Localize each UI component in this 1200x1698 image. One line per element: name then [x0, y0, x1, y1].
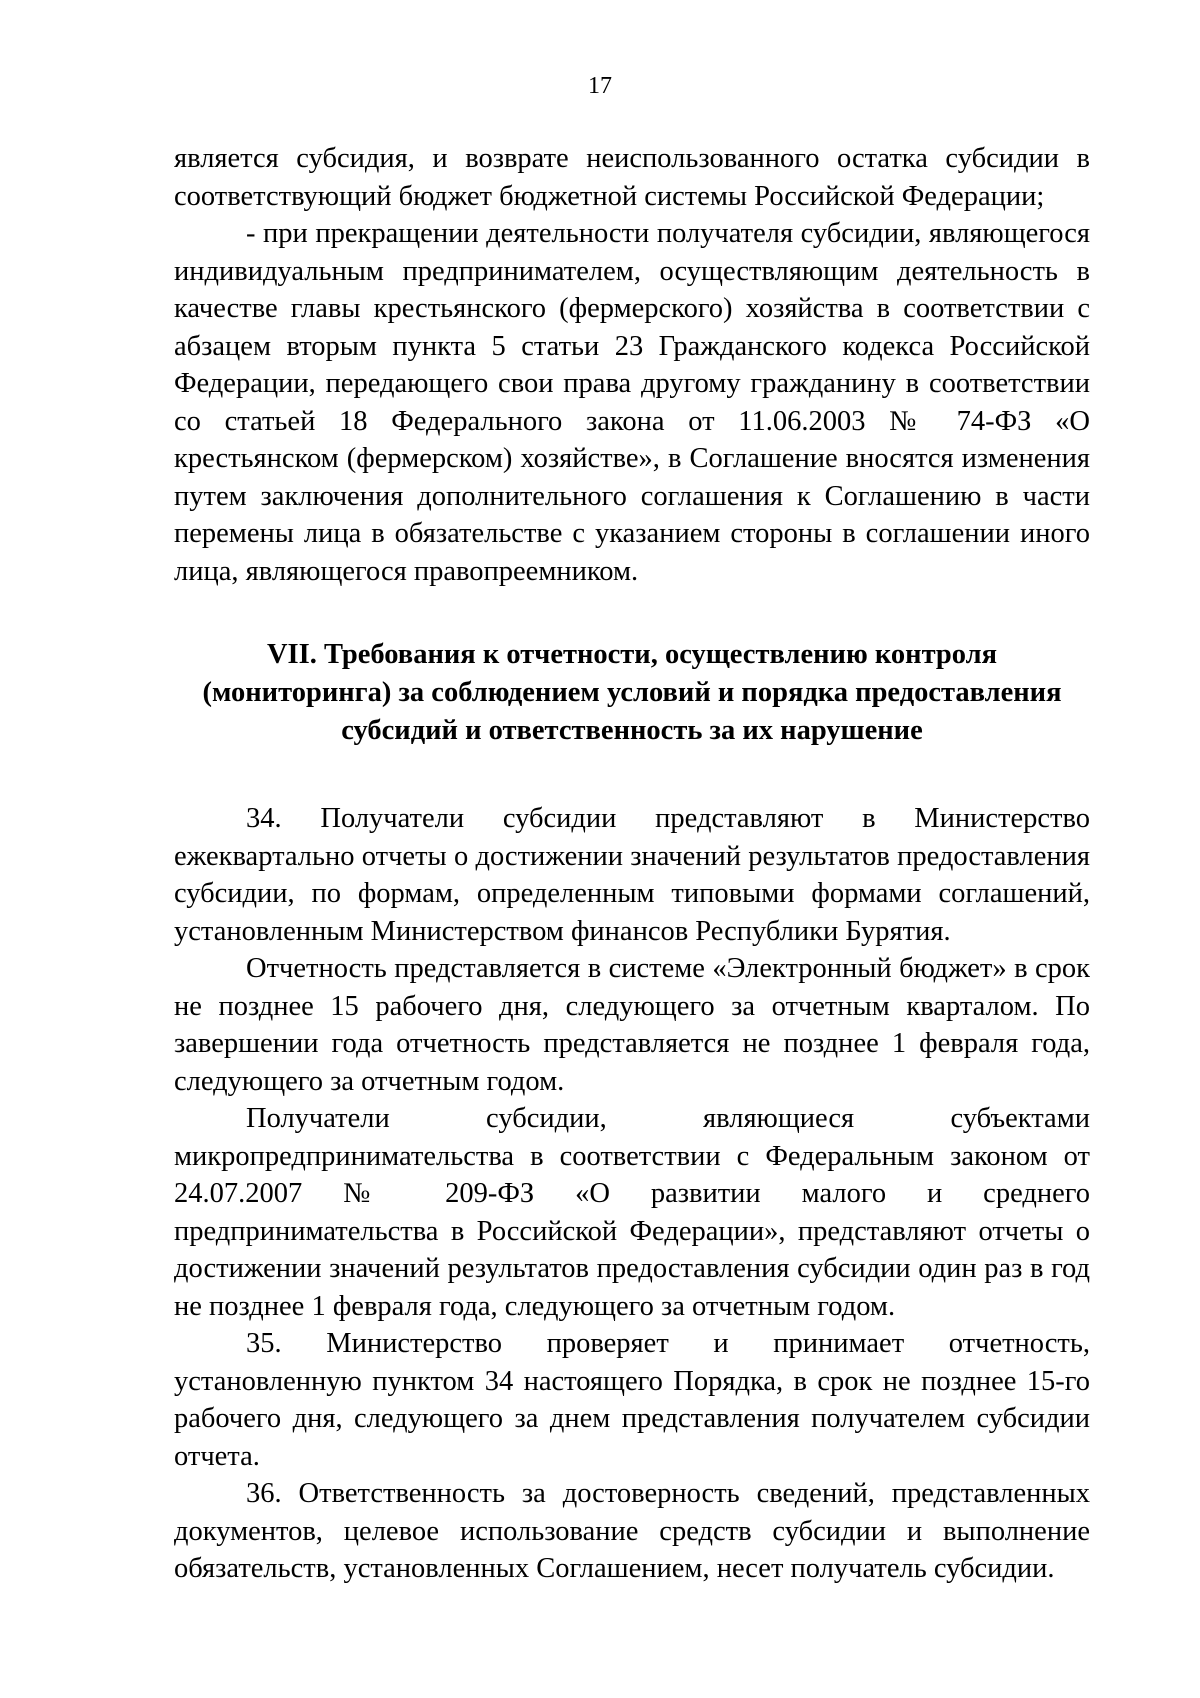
- paragraph-35: 35. Министерство проверяет и принимает отчетность, установленную пунктом 34 настоящего Порядка, в срок не позднее 15-го рабочего дня, следующего за днем представления получателем субсидии отчета.: [174, 1328, 1090, 1472]
- section-heading-line-3: субсидий и ответственность за их нарушение: [341, 715, 923, 746]
- top-section: [174, 140, 1090, 590]
- paragraph-continuation: является субсидия, и возврате неиспользованного остатка субсидии в соответствующий бюджет бюджетной системы Российской Федерации;: [174, 143, 1090, 212]
- main-section: [174, 800, 1090, 1588]
- paragraph-34: 34. Получатели субсидии представляют в Министерство ежеквартально отчеты о достижении значений результатов предоставления субсидии, по формам, определенным типовыми формами соглашений, установленным Министерством финансов Республики Бурятия.: [174, 803, 1090, 947]
- section-heading-line-2: (мониторинга) за соблюдением условий и порядка предоставления: [202, 677, 1062, 708]
- paragraph-microenterprise: Получатели субсидии, являющиеся субъектами микропредпринимательства в соответствии с Федеральным законом от 24.07.2007 № 209-ФЗ «О развитии малого и среднего предпринимательства в Российской Федерации», представляют отчеты о достижении значений результатов предоставления субсидии один раз в год не позднее 1 февраля года, следующего за отчетным годом.: [174, 1103, 1090, 1322]
- section-heading: [174, 636, 1090, 750]
- paragraph-36: 36. Ответственность за достоверность сведений, представленных документов, целевое использование средств субсидии и выполнение обязательств, установленных Соглашением, несет получатель субсидии.: [174, 1478, 1090, 1584]
- paragraph-farm-successor: - при прекращении деятельности получателя субсидии, являющегося индивидуальным предпринимателем, осуществляющим деятельность в качестве главы крестьянского (фермерского) хозяйства в соответствии с абзацем вторым пункта 5 статьи 23 Гражданского кодекса Российской Федерации, передающего свои права другому гражданину в соответствии со статьей 18 Федерального закона от 11.06.2003 № 74-ФЗ «О крестьянском (фермерском) хозяйстве», в Соглашение вносятся изменения путем заключения дополнительного соглашения к Соглашению в части перемены лица в обязательстве с указанием стороны в соглашении иного лица, являющегося правопреемником.: [174, 218, 1090, 587]
- section-heading-line-1: VII. Требования к отчетности, осуществлению контроля: [266, 639, 998, 670]
- paragraph-reporting-deadline: Отчетность представляется в системе «Электронный бюджет» в срок не позднее 15 рабочего дня, следующего за отчетным кварталом. По завершении года отчетность представляется не позднее 1 февраля года, следующего за отчетным годом.: [174, 953, 1090, 1097]
- page-number: 17: [588, 73, 612, 99]
